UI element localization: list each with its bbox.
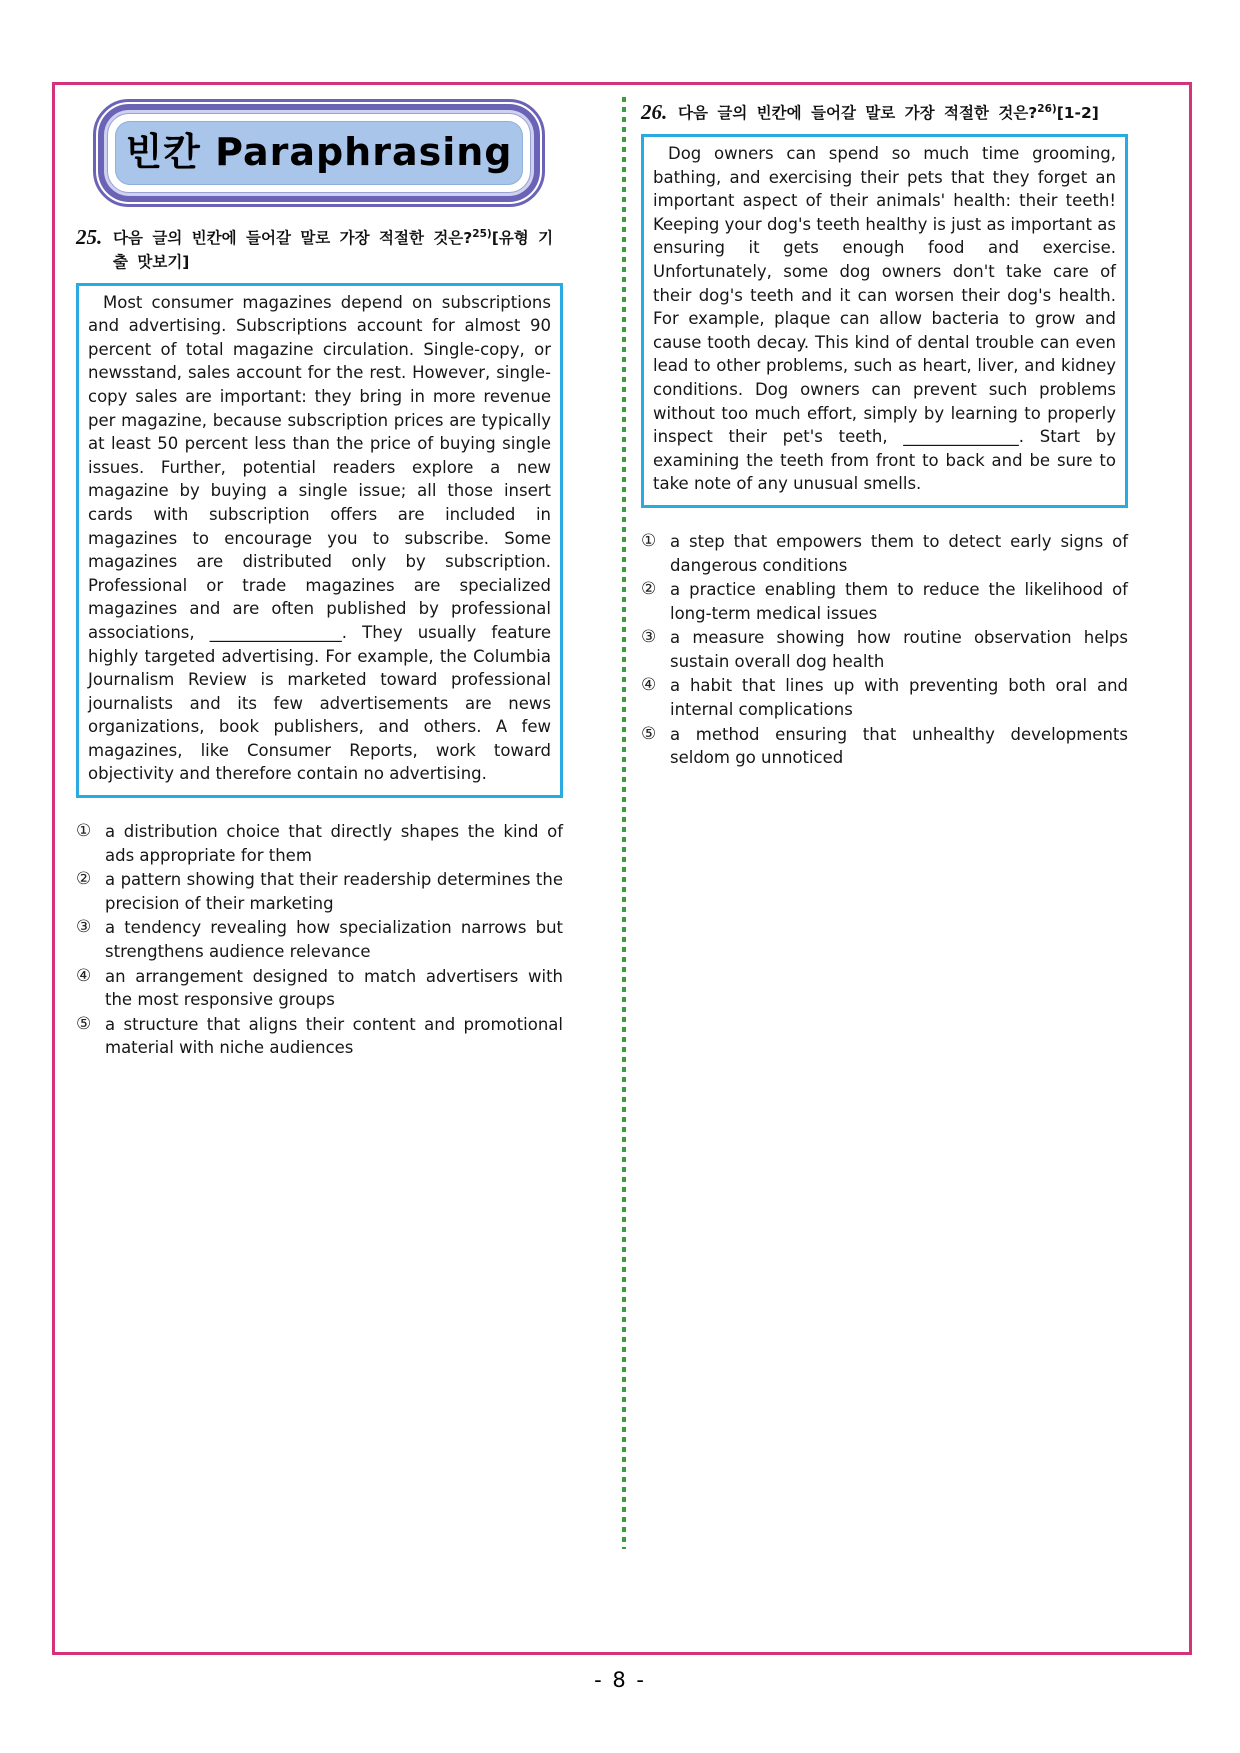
- question-25-prompt: [113, 226, 563, 274]
- page-frame-border: [52, 82, 1192, 1655]
- choice-number: ②: [76, 869, 92, 890]
- question-25-choices: [76, 820, 563, 1060]
- section-title: 빈칸 Paraphrasing: [115, 121, 523, 185]
- choice-option: [76, 916, 563, 963]
- choice-option: [76, 868, 563, 915]
- choice-text: a method ensuring that unhealthy developments seldom go unnoticed: [670, 724, 1128, 768]
- choice-option: [641, 723, 1128, 770]
- badge-ring-mid: [104, 110, 534, 196]
- choice-text: a structure that aligns their content and promotional material with niche audiences: [105, 1014, 563, 1058]
- right-column: [641, 99, 1128, 771]
- choice-text: a measure showing how routine observation helps sustain overall dog health: [670, 628, 1128, 671]
- choice-number: ⑤: [641, 723, 657, 744]
- left-column: [76, 99, 563, 1061]
- choice-text: a step that empowers them to detect early signs of dangerous conditions: [670, 531, 1128, 575]
- badge-ring-inner: [107, 113, 531, 193]
- question-25-tag: [유형 기출 맛보기]: [113, 228, 554, 271]
- choice-option: [641, 578, 1128, 625]
- choice-text: a habit that lines up with preventing both oral and internal complications: [670, 676, 1128, 720]
- question-25-header: [76, 226, 563, 274]
- choice-number: ②: [641, 579, 657, 600]
- question-26-passage-text: Dog owners can spend so much time grooming, bathing, and exercising their pets that they forget an important aspect of their animals' health: their teeth! Keeping your dog's teeth healthy is just as important as ensuring it gets enough food and exercise. Unfortunately, some dog owners don't take care of their dog's teeth and it can worsen their dog's health. For example, plaque can allow bacteria to grow and cause tooth decay. This kind of dental trouble can even lead to other problems, such as heart, liver, and kidney conditions. Dog owners can prevent such problems without too much effort, simply by learning to properly inspect their pet's teeth, ______________. Start by examining the teeth from front to back and be sure to take note of any unusual smells.: [653, 144, 1116, 494]
- question-26-tag: [1-2]: [1056, 104, 1099, 122]
- question-26-passage-box: [641, 134, 1128, 508]
- question-25-footnote: 25): [472, 227, 492, 240]
- column-divider: [622, 97, 626, 1549]
- choice-number: ③: [641, 627, 657, 648]
- choice-text: a pattern showing that their readership determines the precision of their marketing: [105, 870, 563, 913]
- choice-option: [641, 530, 1128, 577]
- choice-text: a tendency revealing how specialization narrows but strengthens audience relevance: [105, 918, 563, 962]
- section-title-badge: [93, 99, 545, 207]
- choice-number: ④: [641, 675, 657, 696]
- choice-number: ④: [76, 965, 92, 986]
- question-26-footnote: 26): [1037, 102, 1057, 115]
- question-26-header: [641, 101, 1128, 125]
- choice-option: [76, 820, 563, 867]
- choice-text: a practice enabling them to reduce the likelihood of long-term medical issues: [670, 580, 1128, 623]
- badge-ring-outer: [98, 104, 540, 202]
- choice-number: ①: [641, 530, 657, 551]
- question-25-prompt-text: 다음 글의 빈칸에 들어갈 말로 가장 적절한 것은?: [113, 228, 473, 247]
- question-26-prompt-text: 다음 글의 빈칸에 들어갈 말로 가장 적절한 것은?: [678, 104, 1038, 122]
- choice-number: ⑤: [76, 1013, 92, 1034]
- question-25-number: 25.: [76, 224, 103, 249]
- choice-number: ③: [76, 917, 92, 938]
- question-25-passage-box: [76, 283, 563, 798]
- choice-text: a distribution choice that directly shapes the kind of ads appropriate for them: [105, 822, 563, 865]
- choice-option: [76, 1013, 563, 1060]
- question-26-number: 26.: [641, 100, 668, 124]
- question-26-prompt: [678, 101, 1128, 125]
- choice-option: [76, 965, 563, 1012]
- question-26-choices: [641, 530, 1128, 770]
- page-number: - 8 -: [594, 1668, 646, 1692]
- choice-option: [641, 674, 1128, 721]
- choice-text: an arrangement designed to match advertisers with the most responsive groups: [105, 966, 563, 1010]
- choice-option: [641, 626, 1128, 673]
- choice-number: ①: [76, 821, 92, 842]
- question-25-passage-text: Most consumer magazines depend on subscriptions and advertising. Subscriptions account for almost 90 percent of total magazine circulation. Single-copy, or newsstand, sales account for the rest. However, single-copy sales are important: they bring in more revenue per magazine, because subscription prices are typically at least 50 percent less than the price of buying single issues. Further, potential readers explore a new magazine by buying a single issue; all those insert cards with subscription offers are included in magazines to encourage you to subscribe. Some magazines are distributed only by subscription. Professional or trade magazines are specialized magazines and are often published by professional associations, ________________. They usually feature highly targeted advertising. For example, the Columbia Journalism Review is marketed toward professional journalists and its few advertisements are news organizations, book publishers, and others. A few magazines, like Consumer Reports, work toward objectivity and therefore contain no advertising.: [88, 292, 551, 784]
